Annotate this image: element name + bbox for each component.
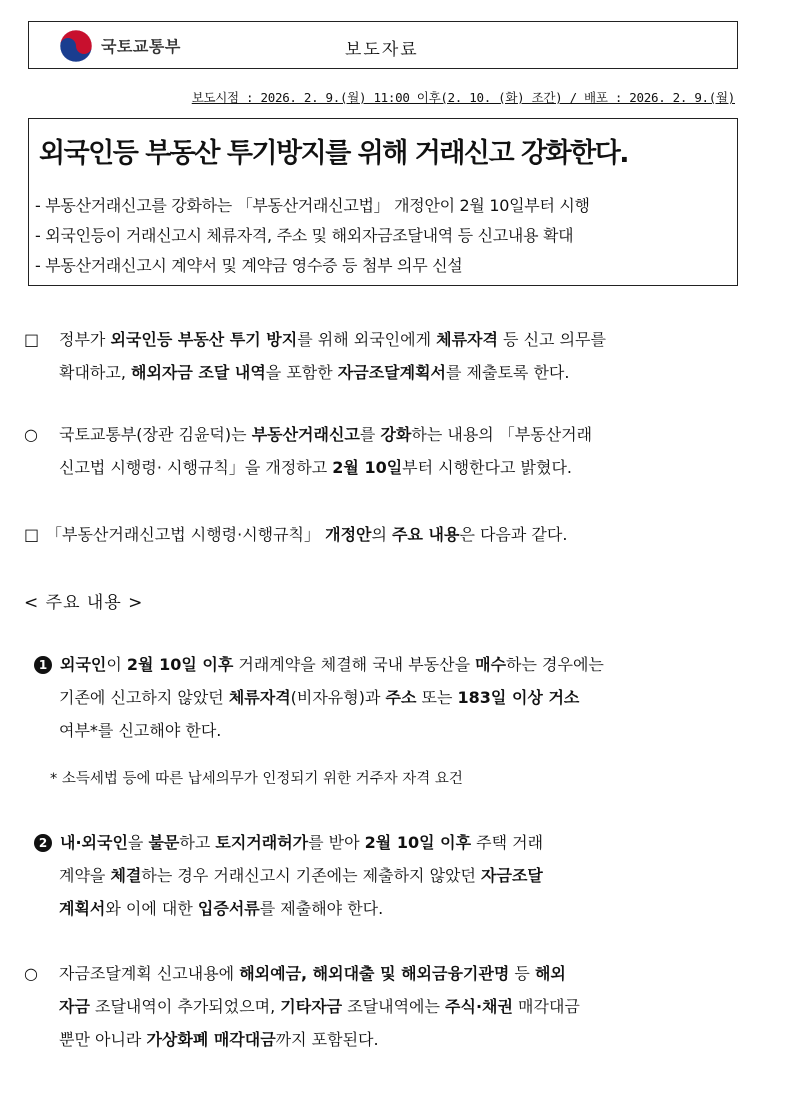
paragraph-3: □ 「부동산거래신고법 시행령·시행규칙」 개정안의 주요 내용은 다음과 같다. xyxy=(24,518,744,551)
ministry-name: 국토교통부 xyxy=(101,37,181,56)
summary-bullet-3: - 부동산거래신고시 계약서 및 계약금 영수증 등 첨부 의무 신설 xyxy=(35,256,463,275)
circle-bullet: ○ xyxy=(24,425,38,444)
footnote: * 소득세법 등에 따른 납세의무가 인정되기 위한 거주자 자격 요건 xyxy=(50,771,463,787)
number-badge: 2 xyxy=(34,834,52,852)
title-box xyxy=(28,118,738,286)
item-2: 2 내·외국인을 불문하고 토지거래허가를 받아 2월 10일 이후 주택 거래 계약을 체결하는 경우 거래신고시 기존에는 제출하지 않았던 자금조달 계획서와 이에 대한 입증서류를 제출해야 한다. xyxy=(24,826,744,925)
header-box xyxy=(28,21,738,69)
number-badge: 1 xyxy=(34,656,52,674)
summary-bullet-1: - 부동산거래신고를 강화하는 「부동산거래신고법」 개정안이 2월 10일부터 시행 xyxy=(35,196,590,215)
taegeuk-logo-icon xyxy=(59,29,93,63)
square-bullet: □ xyxy=(24,330,40,349)
release-info: 보도시점 : 2026. 2. 9.(월) 11:00 이후(2. 10. (화) 조간) / 배포 : 2026. 2. 9.(월) xyxy=(191,90,735,105)
section-title: < 주요 내용 > xyxy=(24,593,144,613)
summary-bullet-2: - 외국인등이 거래신고시 체류자격, 주소 및 해외자금조달내역 등 신고내용 확대 xyxy=(35,226,574,245)
paragraph-2: ○ 국토교통부(장관 김윤덕)는 부동산거래신고를 강화하는 내용의 「부동산거래 신고법 시행령· 시행규칙」을 개정하고 2월 10일부터 시행한다고 밝혔다. xyxy=(24,418,744,484)
square-bullet: □ xyxy=(24,525,40,544)
item-1: 1 외국인이 2월 10일 이후 거래계약을 체결해 국내 부동산을 매수하는 경우에는 기존에 신고하지 않았던 체류자격(비자유형)과 주소 또는 183일 이상 거소 여부*를 신고해야 한다. xyxy=(24,648,744,747)
paragraph-1: □ 정부가 외국인등 부동산 투기 방지를 위해 외국인에게 체류자격 등 신고 의무를 확대하고, 해외자금 조달 내역을 포함한 자금조달계획서를 제출토록 한다. xyxy=(24,323,744,389)
paragraph-4: ○ 자금조달계획 신고내용에 해외예금, 해외대출 및 해외금융기관명 등 해외 자금 조달내역이 추가되었으며, 기타자금 조달내역에는 주식·채권 매각대금 뿐만 아니라 가상화폐 매각대금까지 포함된다. xyxy=(24,957,744,1056)
circle-bullet: ○ xyxy=(24,964,38,983)
headline: 외국인등 부동산 투기방지를 위해 거래신고 강화한다. xyxy=(39,138,629,169)
document-type: 보도자료 xyxy=(345,40,419,60)
